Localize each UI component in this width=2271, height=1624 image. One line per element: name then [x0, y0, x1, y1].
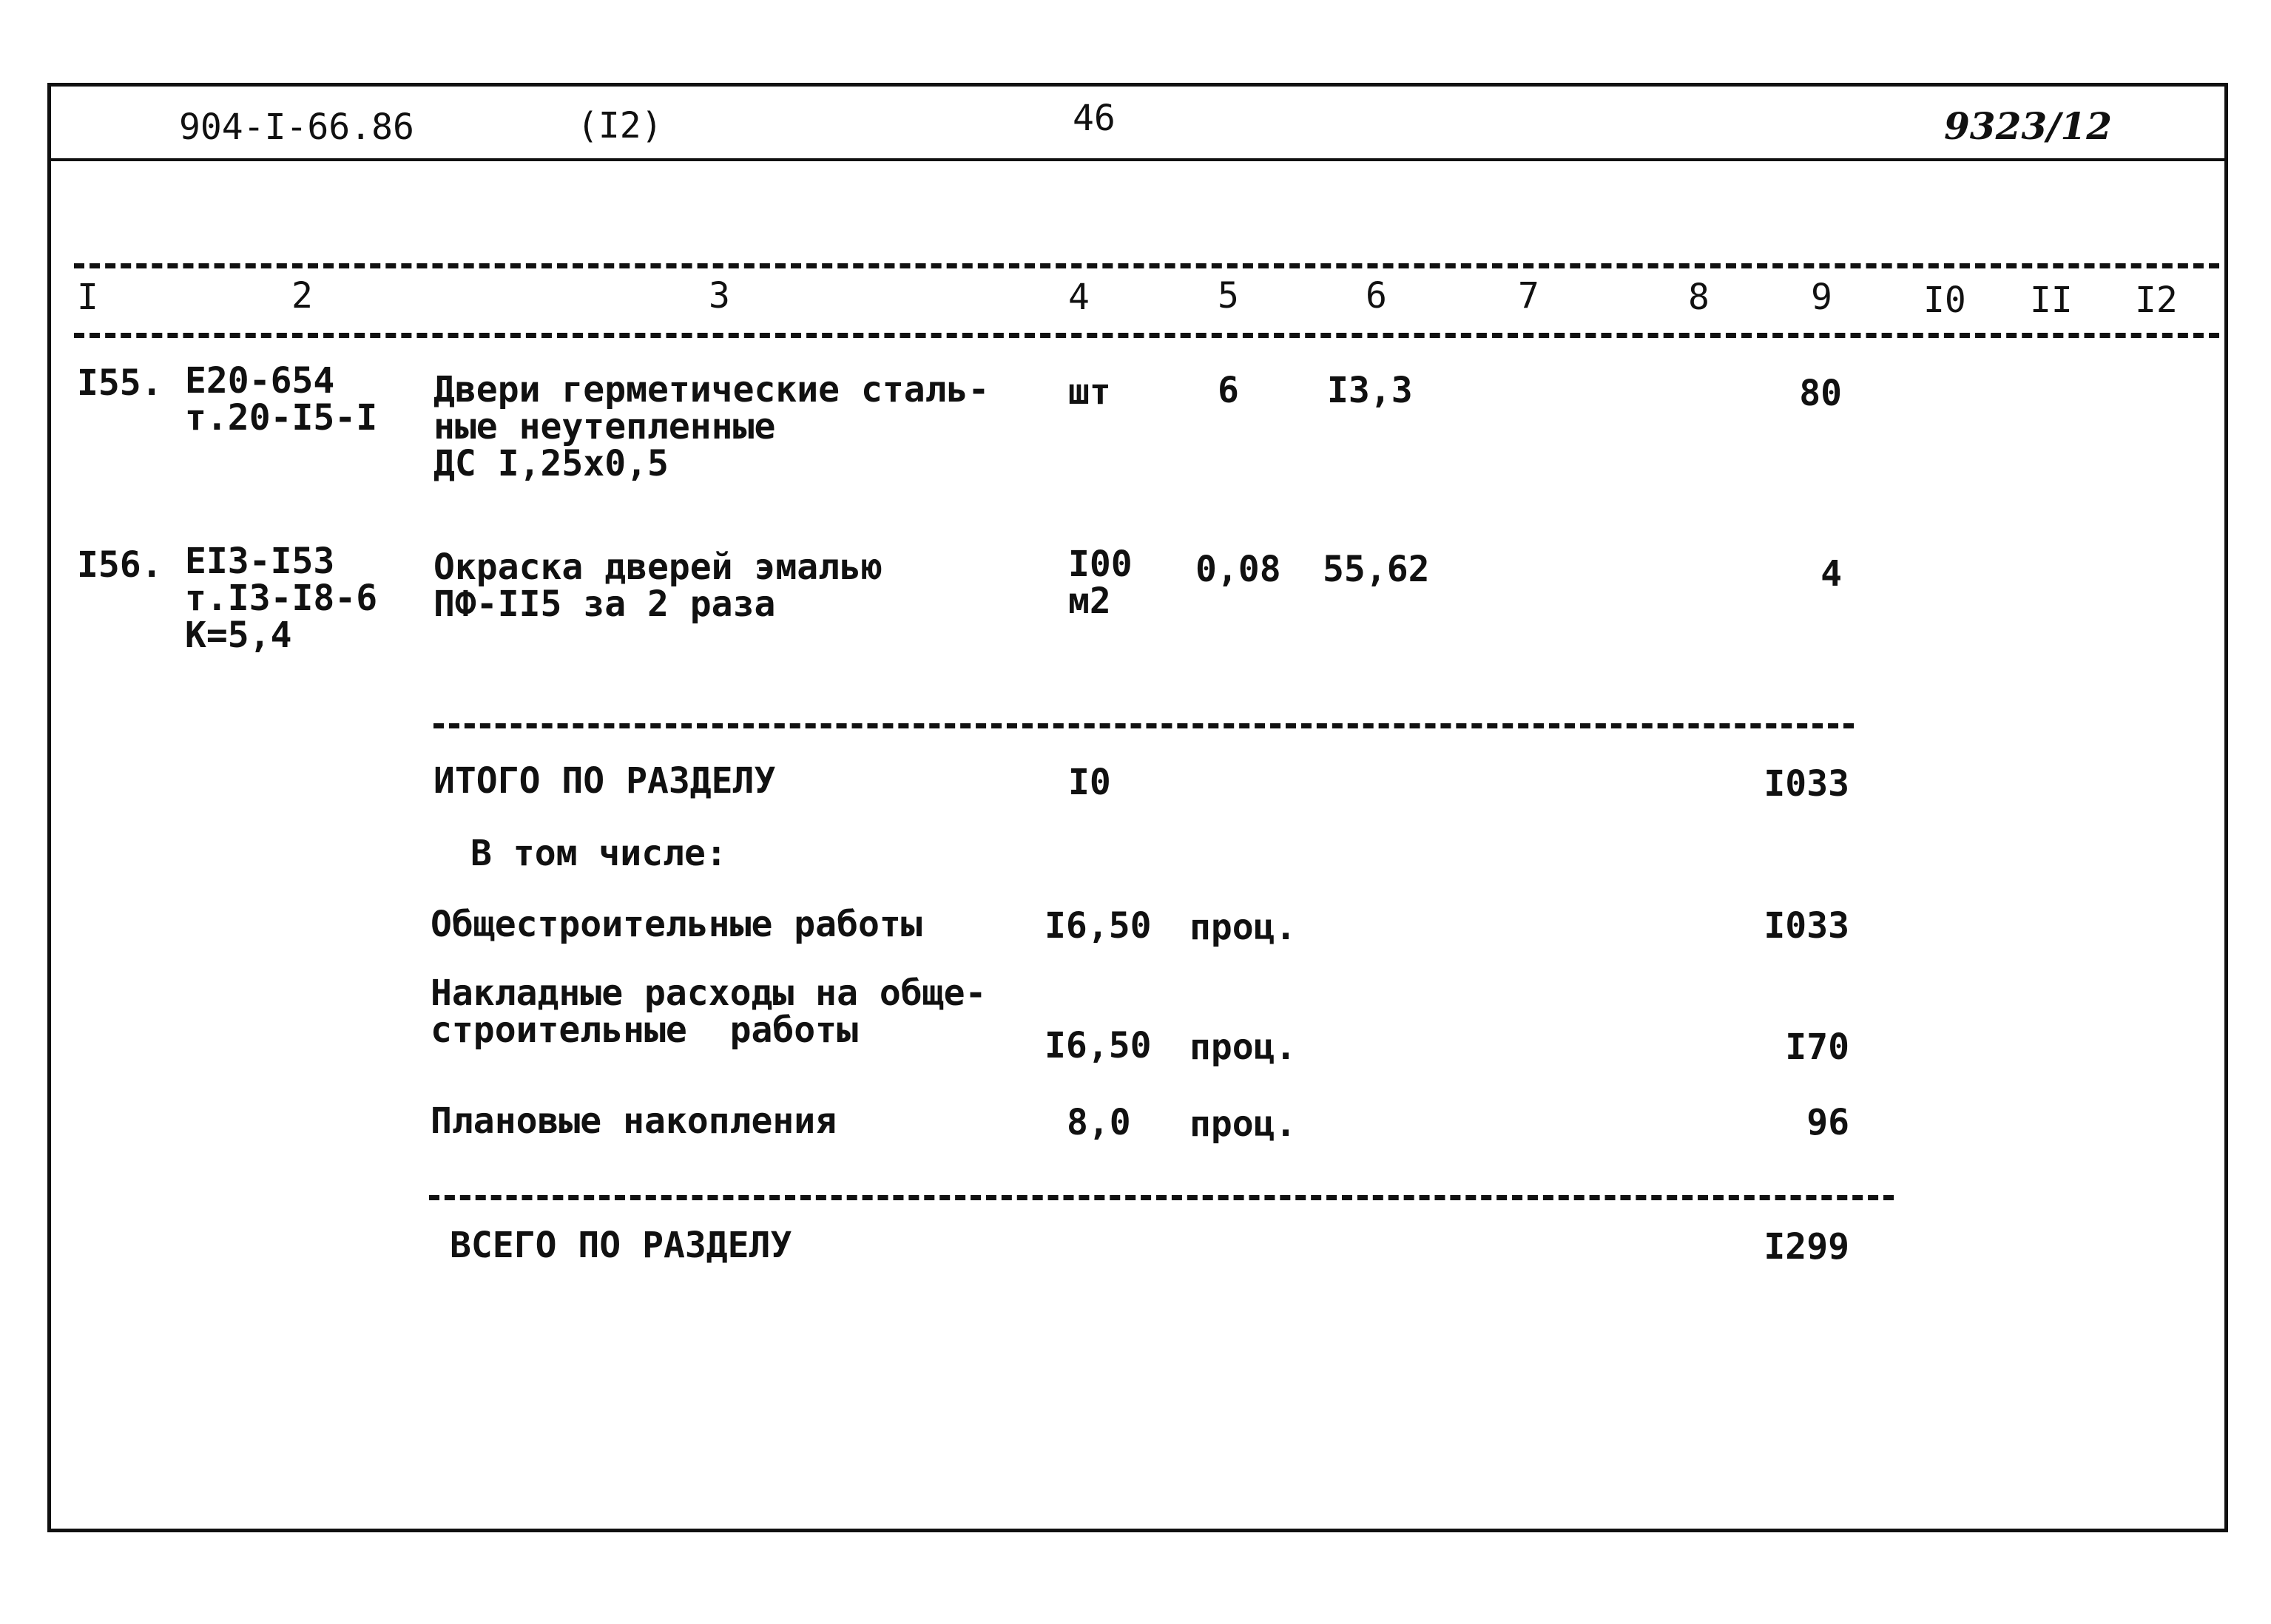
- column-number: I0: [1923, 280, 1966, 321]
- page-number: 46: [1073, 98, 1116, 139]
- column-header-top-rule: [74, 263, 2219, 268]
- column-number: 7: [1518, 275, 1539, 317]
- column-header-bottom-rule: [74, 333, 2219, 338]
- column-number: 8: [1688, 277, 1710, 318]
- row-unit: шт: [1068, 371, 1111, 413]
- row-norm-code: EI3-I53 т.I3-I8-6 K=5,4: [185, 541, 378, 656]
- column-number: 2: [291, 275, 313, 317]
- sheet-ref: (I2): [577, 105, 663, 146]
- row-number: I56.: [77, 544, 163, 586]
- row-quantity: 6: [1218, 370, 1239, 411]
- overhead-label: Накладные расходы на обще- строительные работы: [431, 972, 987, 1051]
- itogo-label: ИТОГО ПО РАЗДЕЛУ: [433, 760, 776, 802]
- doc-code: 904-I-66.86: [179, 106, 414, 148]
- planned-rate: 8,0: [1067, 1102, 1131, 1143]
- page-frame: [47, 83, 2228, 1532]
- column-number: I2: [2135, 280, 2178, 321]
- column-number: 9: [1811, 277, 1832, 318]
- row-price: I3,3: [1327, 370, 1413, 411]
- itogo-col4: I0: [1068, 762, 1111, 803]
- row-total: 80: [1799, 373, 1842, 414]
- row-total: 4: [1820, 553, 1842, 595]
- overhead-total: I70: [1785, 1026, 1849, 1068]
- column-number: 3: [709, 275, 730, 317]
- row-quantity: 0,08: [1195, 549, 1281, 590]
- general-works-total: I033: [1764, 905, 1849, 947]
- row-unit: I00 м2: [1068, 544, 1133, 622]
- summary-bottom-rule: [429, 1195, 1894, 1200]
- column-number: 6: [1366, 275, 1387, 317]
- planned-total: 96: [1806, 1102, 1849, 1143]
- itogo-total: I033: [1764, 763, 1849, 805]
- column-number: 4: [1068, 277, 1090, 318]
- overhead-rate: I6,50: [1045, 1025, 1152, 1066]
- row-name: Окраска дверей эмалью ПФ-II5 за 2 раза: [433, 547, 883, 625]
- row-norm-code: E20-654 т.20-I5-I: [185, 360, 378, 439]
- planned-label: Плановые накопления: [431, 1100, 837, 1142]
- vsego-total: I299: [1764, 1226, 1849, 1268]
- including-label: В том числе:: [470, 833, 727, 874]
- row-name: Двери герметические сталь- ные неутепленные ДС I,25x0,5: [433, 369, 990, 484]
- row-number: I55.: [77, 362, 163, 404]
- vsego-label: ВСЕГО ПО РАЗДЕЛУ: [450, 1225, 792, 1266]
- column-number: I: [77, 277, 98, 318]
- row-price: 55,62: [1323, 549, 1430, 590]
- general-works-unit: проц.: [1190, 907, 1297, 948]
- overhead-unit: проц.: [1190, 1026, 1297, 1068]
- header-divider: [47, 158, 2228, 161]
- planned-unit: проц.: [1190, 1103, 1297, 1145]
- handwritten-number: 9323/12: [1944, 104, 2113, 148]
- column-number: II: [2030, 280, 2073, 321]
- column-number: 5: [1218, 275, 1239, 317]
- general-works-label: Общестроительные работы: [431, 904, 922, 945]
- summary-top-rule: [433, 723, 1854, 728]
- general-works-rate: I6,50: [1045, 905, 1152, 947]
